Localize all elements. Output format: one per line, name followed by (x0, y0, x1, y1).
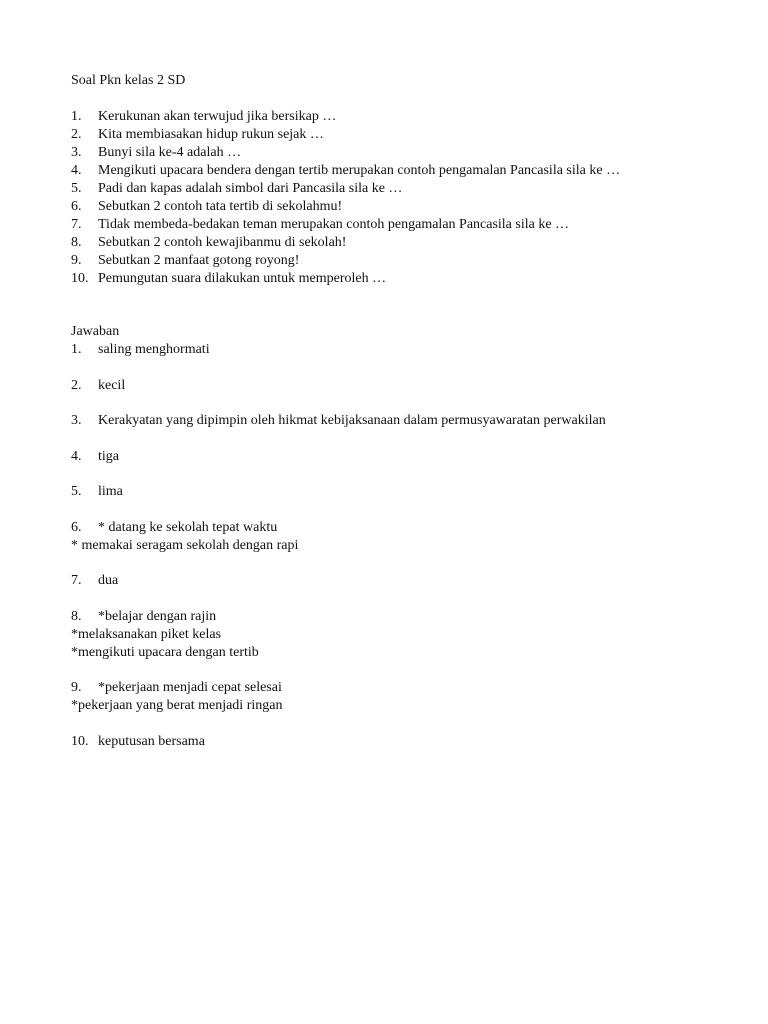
answer-line (71, 483, 731, 501)
answer-text: *belajar dengan rajin (98, 608, 217, 624)
answer-item (71, 341, 731, 359)
question-item (71, 252, 731, 270)
question-number: 8. (71, 235, 82, 250)
answers-heading: Jawaban (71, 324, 120, 339)
question-text: Pemungutan suara dilakukan untuk memperoleh … (98, 271, 387, 286)
answer-text: dua (98, 573, 119, 588)
answer-item (71, 483, 731, 501)
question-item (71, 198, 731, 216)
question-number: 4. (71, 163, 82, 178)
question-number: 2. (71, 127, 82, 142)
answer-number: 10. (71, 733, 89, 749)
question-number: 7. (71, 217, 82, 232)
document-title: Soal Pkn kelas 2 SD (71, 73, 186, 88)
question-item (71, 234, 731, 252)
question-text: Sebutkan 2 contoh kewajibanmu di sekolah! (98, 235, 347, 250)
document-page (71, 72, 731, 751)
question-number: 10. (71, 271, 89, 286)
answer-number: 6. (71, 519, 82, 535)
answer-item (71, 377, 731, 395)
answer-text: saling menghormati (98, 342, 210, 357)
answer-text: tiga (98, 448, 119, 464)
answer-number: 1. (71, 342, 82, 357)
question-number: 6. (71, 199, 82, 214)
question-text: Bunyi sila ke-4 adalah … (98, 145, 242, 160)
answer-text: lima (98, 484, 123, 499)
question-text: Sebutkan 2 contoh tata tertib di sekolahmu! (98, 199, 343, 214)
question-item (71, 180, 731, 198)
answer-number: 9. (71, 680, 82, 695)
answer-item (71, 572, 731, 590)
answer-continuation: *melaksanakan piket kelas (71, 626, 222, 642)
answer-text: kecil (98, 377, 126, 393)
answer-item (71, 679, 731, 715)
question-text: Padi dan kapas adalah simbol dari Pancasila sila ke … (98, 181, 403, 196)
answer-continuation: * memakai seragam sekolah dengan rapi (71, 537, 299, 553)
answer-line (71, 608, 731, 626)
answer-item (71, 733, 731, 751)
question-list (71, 108, 731, 288)
question-item (71, 126, 731, 144)
answer-number: 7. (71, 573, 82, 588)
question-item (71, 216, 731, 234)
question-number: 3. (71, 145, 82, 160)
question-text: Kerukunan akan terwujud jika bersikap … (98, 109, 337, 124)
question-item (71, 270, 731, 288)
answer-continuation: *mengikuti upacara dengan tertib (71, 644, 259, 660)
question-item (71, 162, 731, 180)
answer-line (71, 733, 731, 751)
answer-continuation: *pekerjaan yang berat menjadi ringan (71, 698, 283, 713)
answer-line (71, 572, 731, 590)
answer-line (71, 519, 731, 537)
answer-number: 3. (71, 413, 82, 428)
question-text: Sebutkan 2 manfaat gotong royong! (98, 253, 300, 268)
answer-number: 8. (71, 608, 82, 624)
answer-text: * datang ke sekolah tepat waktu (98, 519, 278, 535)
answer-number: 5. (71, 484, 82, 499)
answer-number: 2. (71, 377, 82, 393)
answer-line (71, 679, 731, 697)
answer-number: 4. (71, 448, 82, 464)
answer-text: Kerakyatan yang dipimpin oleh hikmat kebijaksanaan dalam permusyawaratan perwakilan (98, 413, 606, 428)
answer-line (71, 448, 731, 466)
answer-text: keputusan bersama (98, 733, 205, 749)
answer-item (71, 608, 731, 662)
question-text: Tidak membeda-bedakan teman merupakan contoh pengamalan Pancasila sila ke … (98, 217, 570, 232)
question-text: Kita membiasakan hidup rukun sejak … (98, 127, 324, 142)
question-text: Mengikuti upacara bendera dengan tertib merupakan contoh pengamalan Pancasila sila ke … (98, 163, 621, 178)
answer-list (71, 341, 731, 751)
answer-line (71, 341, 731, 359)
answer-item (71, 519, 731, 555)
answer-line (71, 377, 731, 395)
question-number: 9. (71, 253, 82, 268)
question-item (71, 108, 731, 126)
answer-line (71, 412, 731, 430)
answer-item (71, 448, 731, 466)
answer-text: *pekerjaan menjadi cepat selesai (98, 680, 282, 695)
answer-item (71, 412, 731, 430)
question-number: 1. (71, 109, 82, 124)
question-item (71, 144, 731, 162)
question-number: 5. (71, 181, 82, 196)
